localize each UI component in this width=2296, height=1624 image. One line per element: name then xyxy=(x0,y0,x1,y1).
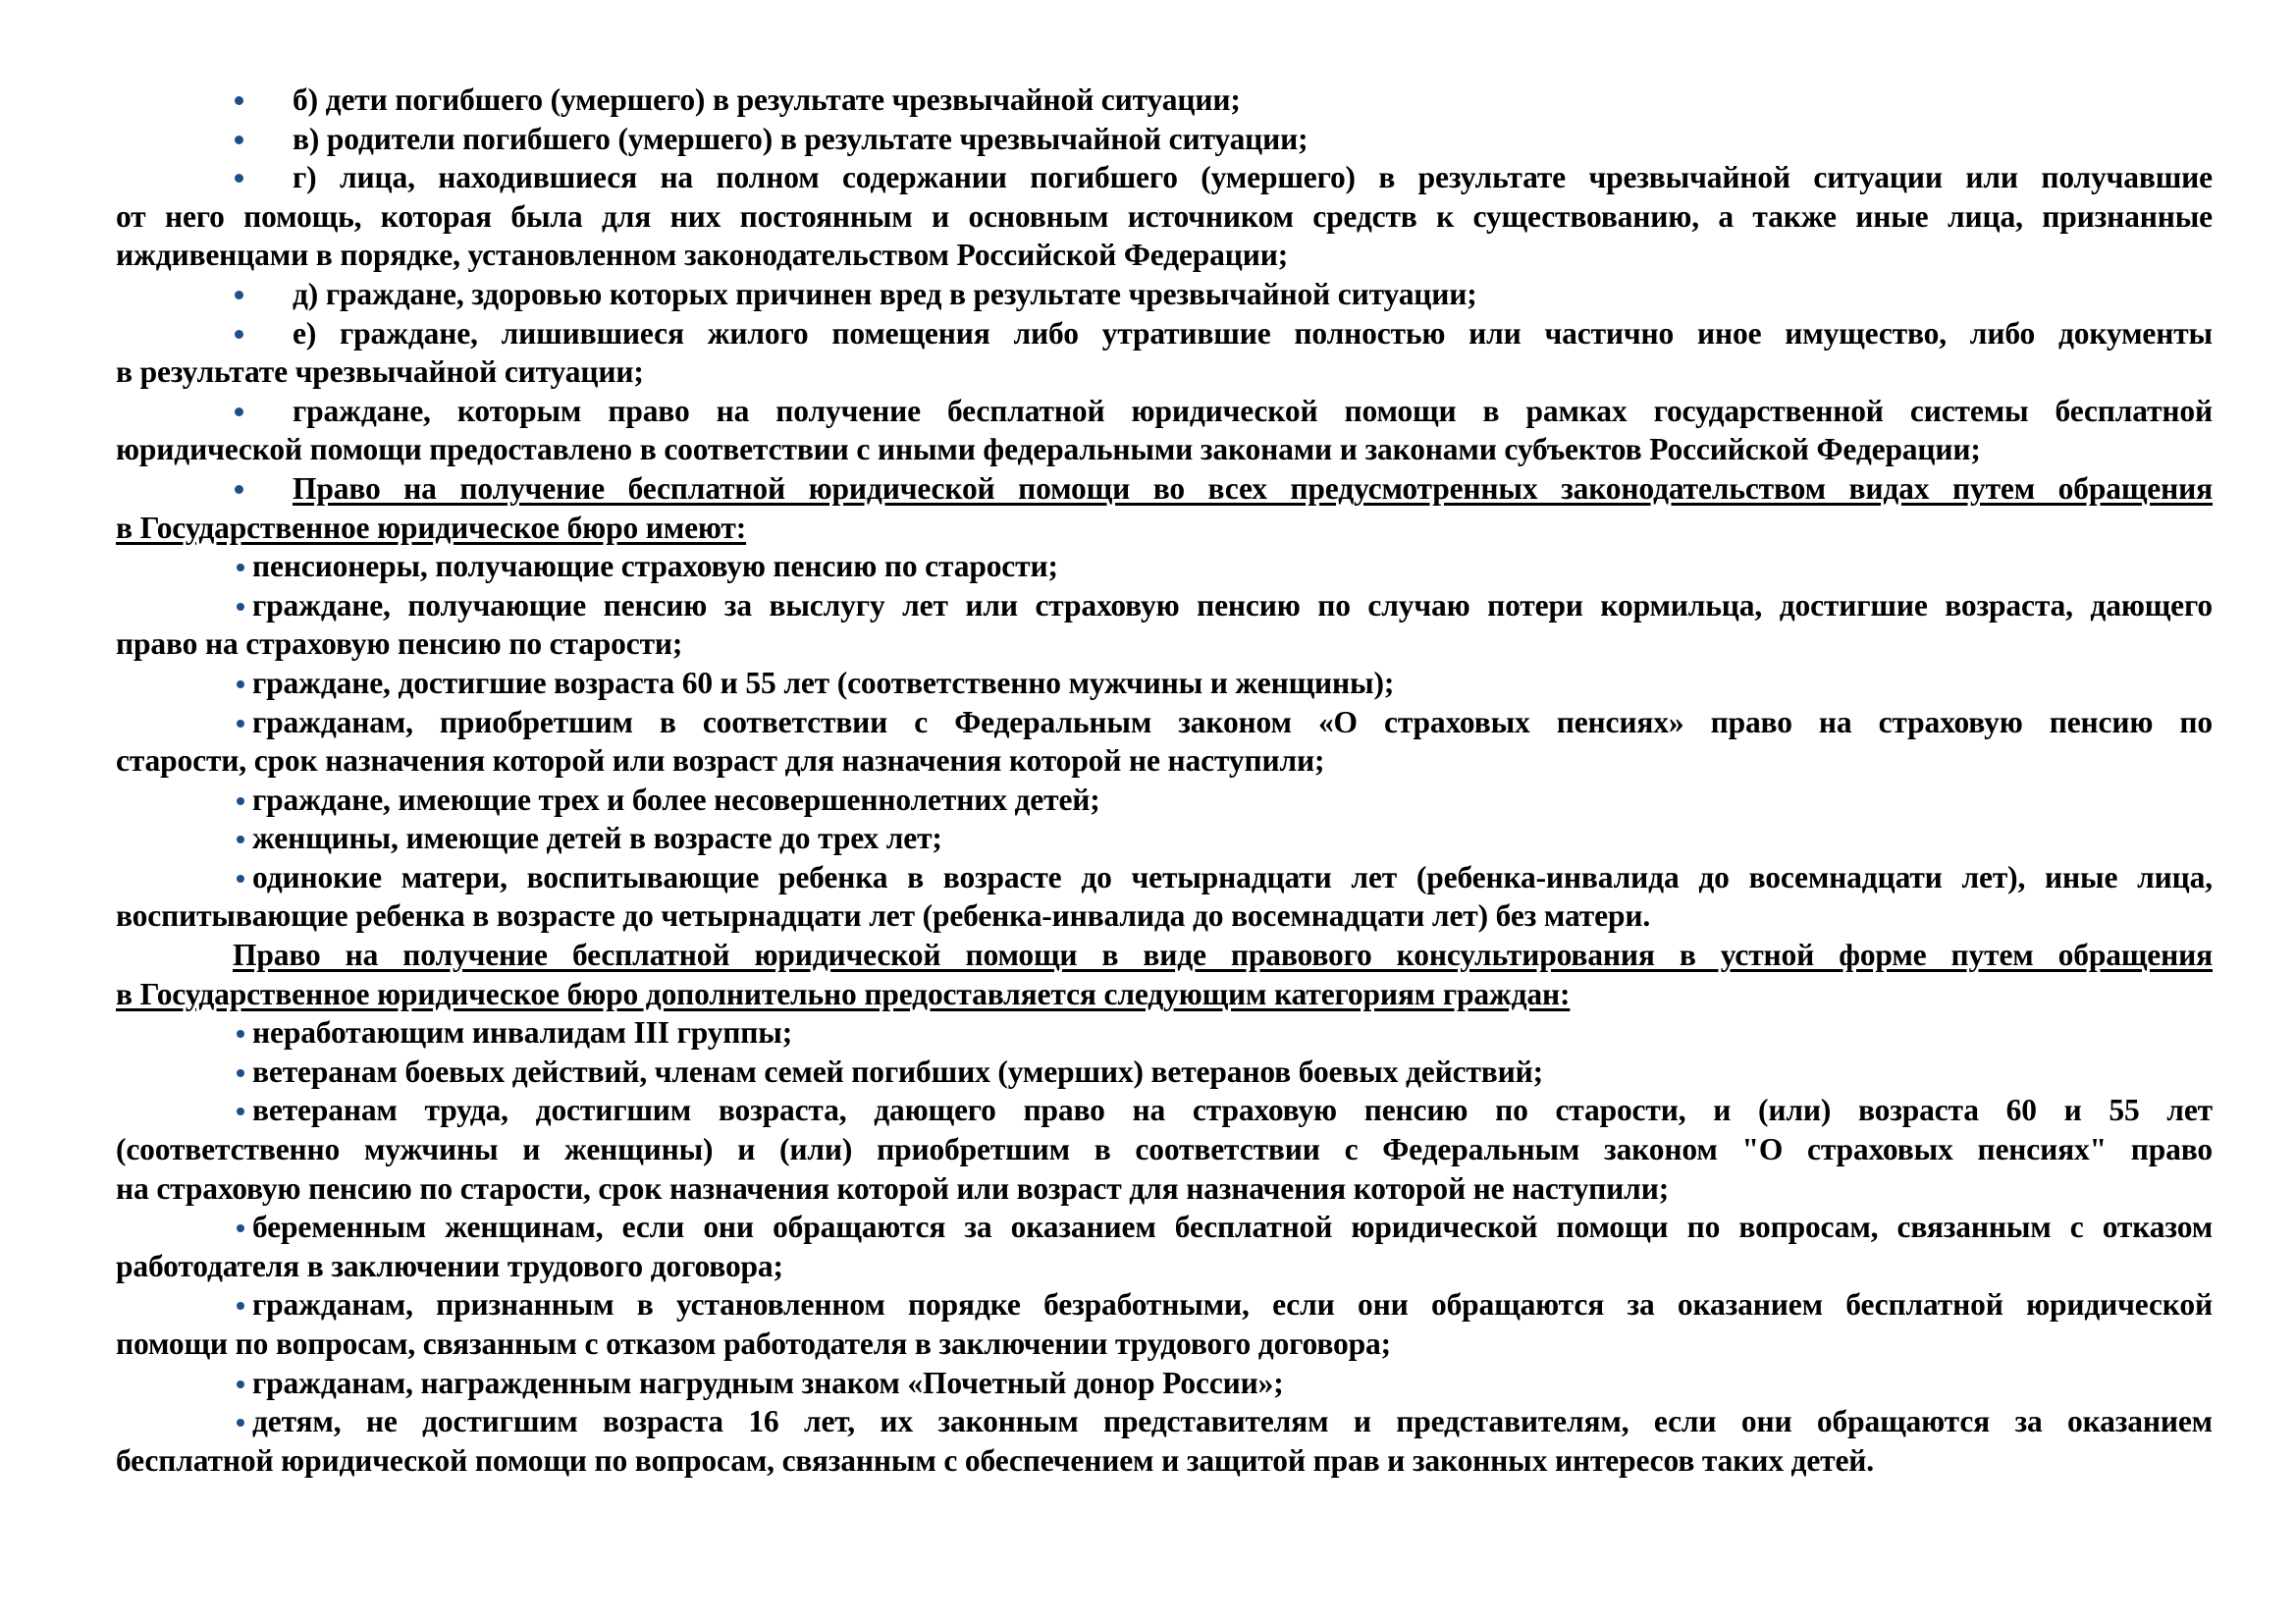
line-text: на страховую пенсию по старости, срок назначения которой или возраст для назначения которой не наступили; xyxy=(116,1170,1670,1206)
list-item xyxy=(116,703,2213,781)
text-line xyxy=(116,236,2213,275)
bullet-icon xyxy=(237,720,244,728)
bullet-icon xyxy=(237,564,244,571)
line-text: пенсионеры, получающие страховую пенсию по старости; xyxy=(252,549,1058,584)
line-text: юридической помощи предоставлено в соответствии с иными федеральными законами и законами субъектов Российской Федерации; xyxy=(116,432,1981,467)
text-line xyxy=(116,936,2213,975)
line-text: е) граждане, лишившиеся жилого помещения либо утратившие полностью или частично иное имущество, либо документы xyxy=(293,315,2213,351)
text-line xyxy=(116,1325,2213,1364)
bullet-icon xyxy=(237,603,244,611)
text-line xyxy=(116,469,2213,509)
text-line xyxy=(116,975,2213,1014)
line-text: Право на получение бесплатной юридической помощи во всех предусмотренных законодательством видах путем обращения xyxy=(293,470,2213,506)
text-line xyxy=(116,314,2213,353)
list-item xyxy=(116,81,2213,120)
text-line xyxy=(116,1013,2213,1053)
line-text: граждане, имеющие трех и более несовершеннолетних детей; xyxy=(252,782,1100,817)
line-text: право на страховую пенсию по старости; xyxy=(116,626,683,662)
line-text: граждане, получающие пенсию за выслугу лет или страховую пенсию по случаю потери кормильца, достигшие возраста, дающего xyxy=(252,587,2213,623)
line-text: детям, не достигшим возраста 16 лет, их законным представителям и представителям, если они обращаются за оказанием xyxy=(252,1404,2213,1439)
list-item xyxy=(116,1053,2213,1092)
list-item xyxy=(116,275,2213,314)
bullet-icon xyxy=(235,407,243,416)
text-line xyxy=(116,1247,2213,1286)
bullet-icon xyxy=(237,797,244,805)
line-text: гражданам, признанным в установленном порядке безработными, если они обращаются за оказанием бесплатной юридической xyxy=(252,1287,2213,1323)
list-item xyxy=(116,158,2213,275)
text-line xyxy=(116,352,2213,392)
line-text: Право на получение бесплатной юридической помощи в виде правового консультирования в устной форме путем обращения xyxy=(233,938,2213,973)
text-line xyxy=(116,509,2213,548)
list-item xyxy=(116,120,2213,159)
line-text: в Государственное юридическое бюро имеют: xyxy=(116,510,747,545)
line-text: от него помощь, которая была для них постоянным и основным источником средств к существованию, а также иные лица, признанные xyxy=(116,198,2213,234)
line-text: ветеранам труда, достигшим возраста, дающего право на страховую пенсию по старости, и (или) возраста 60 и 55 лет xyxy=(252,1093,2213,1128)
text-line xyxy=(116,1130,2213,1169)
line-text: гражданам, награжденным нагрудным знаком «Почетный донор России»; xyxy=(252,1365,1284,1400)
bullet-icon xyxy=(235,135,243,144)
bullet-icon xyxy=(235,330,243,339)
text-line xyxy=(116,1208,2213,1247)
text-line xyxy=(116,586,2213,625)
list-item xyxy=(116,1364,2213,1403)
text-line xyxy=(116,120,2213,159)
text-line xyxy=(116,741,2213,781)
bullet-icon xyxy=(237,680,244,688)
bullet-icon xyxy=(235,174,243,183)
text-line xyxy=(116,81,2213,120)
text-line xyxy=(116,392,2213,431)
list-item xyxy=(116,1208,2213,1285)
bullet-icon xyxy=(237,1380,244,1388)
list-item xyxy=(116,781,2213,820)
text-line xyxy=(116,664,2213,703)
line-text: граждане, достигшие возраста 60 и 55 лет (соответственно мужчины и женщины); xyxy=(252,665,1395,700)
line-text: беременным женщинам, если они обращаются за оказанием бесплатной юридической помощи по вопросам, связанным с отказом xyxy=(252,1210,2213,1245)
text-line xyxy=(116,781,2213,820)
list-item xyxy=(116,664,2213,703)
bullet-icon xyxy=(235,291,243,299)
bullet-icon xyxy=(237,1224,244,1232)
line-text: помощи по вопросам, связанным с отказом работодателя в заключении трудового договора; xyxy=(116,1326,1391,1361)
bullet-icon xyxy=(237,1030,244,1038)
line-text: старости, срок назначения которой или возраст для назначения которой не наступили; xyxy=(116,743,1325,779)
line-text: в результате чрезвычайной ситуации; xyxy=(116,354,644,390)
bullet-icon xyxy=(237,1069,244,1077)
bullet-icon xyxy=(237,836,244,843)
line-text: (соответственно мужчины и женщины) и (или) приобретшим в соответствии с Федеральным законом "О страховых пенсиях" право xyxy=(116,1132,2213,1167)
line-text: работодателя в заключении трудового договора; xyxy=(116,1248,783,1283)
section-heading-paragraph xyxy=(116,936,2213,1013)
bullet-icon xyxy=(235,96,243,105)
line-text: г) лица, находившиеся на полном содержании погибшего (умершего) в результате чрезвычайной ситуации или получавшие xyxy=(293,160,2213,195)
text-line xyxy=(116,703,2213,742)
text-line xyxy=(116,624,2213,664)
list-item xyxy=(116,1091,2213,1208)
list-item xyxy=(116,586,2213,664)
list-item xyxy=(116,858,2213,936)
text-line xyxy=(116,1364,2213,1403)
text-line xyxy=(116,819,2213,858)
bullet-icon xyxy=(235,485,243,494)
bullet-icon xyxy=(237,1302,244,1310)
line-text: д) граждане, здоровью которых причинен вред в результате чрезвычайной ситуации; xyxy=(293,276,1477,311)
bullet-icon xyxy=(237,1108,244,1115)
list-item xyxy=(116,1013,2213,1053)
line-text: воспитывающие ребенка в возрасте до четырнадцати лет (ребенка-инвалида до восемнадцати лет) без матери. xyxy=(116,898,1651,934)
text-line xyxy=(116,1053,2213,1092)
text-line xyxy=(116,1091,2213,1130)
text-line xyxy=(116,1402,2213,1441)
text-line xyxy=(116,858,2213,897)
line-text: иждивенцами в порядке, установленном законодательством Российской Федерации; xyxy=(116,238,1289,273)
list-item xyxy=(116,1402,2213,1480)
line-text: бесплатной юридической помощи по вопросам, связанным с обеспечением и защитой прав и законных интересов таких детей. xyxy=(116,1442,1875,1478)
line-text: граждане, которым право на получение бесплатной юридической помощи в рамках государственной системы бесплатной xyxy=(293,393,2213,428)
text-line xyxy=(116,1285,2213,1325)
line-text: одинокие матери, воспитывающие ребенка в возрасте до четырнадцати лет (ребенка-инвалида до восемнадцати лет), иные лица, xyxy=(252,859,2213,894)
line-text: ветеранам боевых действий, членам семей погибших (умерших) ветеранов боевых действий; xyxy=(252,1054,1543,1089)
line-text: в) родители погибшего (умершего) в результате чрезвычайной ситуации; xyxy=(293,121,1308,156)
text-line xyxy=(116,197,2213,237)
text-line xyxy=(116,1441,2213,1481)
text-line xyxy=(116,1169,2213,1209)
line-text: женщины, имеющие детей в возрасте до трех лет; xyxy=(252,821,942,856)
text-line xyxy=(116,158,2213,197)
list-item xyxy=(116,392,2213,469)
bullet-icon xyxy=(237,875,244,883)
list-item xyxy=(116,314,2213,392)
line-text: в Государственное юридическое бюро дополнительно предоставляется следующим категориям граждан: xyxy=(116,976,1571,1011)
document-page xyxy=(116,81,2213,1480)
line-text: б) дети погибшего (умершего) в результате чрезвычайной ситуации; xyxy=(293,82,1241,117)
list-item xyxy=(116,1285,2213,1363)
line-text: неработающим инвалидам III группы; xyxy=(252,1015,793,1051)
text-line xyxy=(116,547,2213,586)
list-item xyxy=(116,547,2213,586)
text-line xyxy=(116,430,2213,469)
text-line xyxy=(116,896,2213,936)
section-heading-paragraph xyxy=(116,469,2213,547)
line-text: гражданам, приобретшим в соответствии с Федеральным законом «О страховых пенсиях» право на страховую пенсию по xyxy=(252,704,2213,739)
text-line xyxy=(116,275,2213,314)
bullet-icon xyxy=(237,1419,244,1427)
list-item xyxy=(116,819,2213,858)
